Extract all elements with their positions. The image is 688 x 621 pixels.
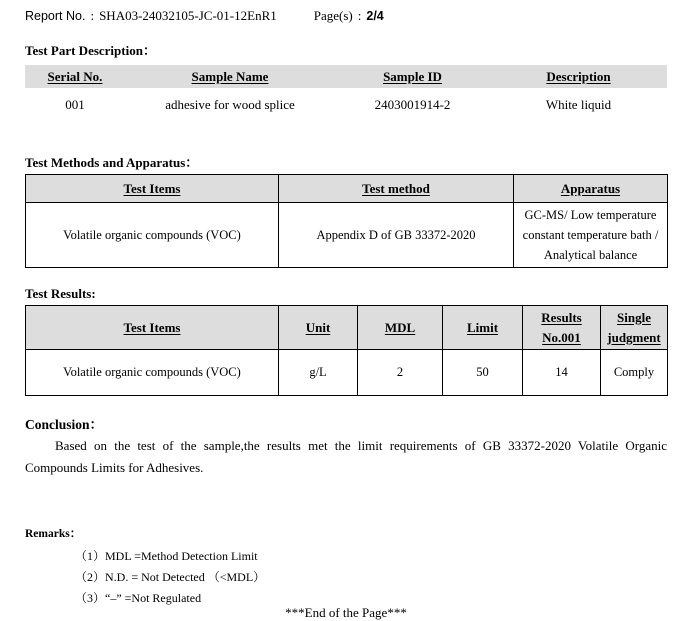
col-sample-id: Sample ID — [383, 68, 442, 84]
col-limit: Limit — [443, 306, 523, 350]
table-row — [26, 350, 668, 396]
col-test-items: Test Items — [26, 175, 279, 203]
cell-test-items: Volatile organic compounds (VOC) — [26, 203, 279, 268]
cell-apparatus: GC-MS/ Low temperature constant temperature bath / Analytical balance — [514, 203, 668, 268]
report-no-separator: : — [90, 8, 95, 23]
report-header — [25, 8, 667, 24]
col-sample-name: Sample Name — [191, 68, 269, 84]
col-test-items: Test Items — [26, 306, 279, 350]
remarks-heading: Remarks： — [25, 528, 82, 540]
cell-result-value: 14 — [523, 350, 601, 396]
cell-mdl: 2 — [358, 350, 443, 396]
col-single-line2: judgment — [607, 329, 661, 345]
table-header-row — [26, 175, 668, 203]
col-apparatus: Apparatus — [514, 175, 668, 203]
col-single-judgment — [601, 306, 668, 350]
cell-sample-id: 2403001914-2 — [374, 97, 451, 112]
conclusion-text: Based on the test of the sample,the results met the limit requirements of GB 33372-2020 Volatile Organic Compounds Limits for Adhesives. — [25, 438, 667, 475]
test-results-table — [25, 305, 668, 396]
test-results-heading: Test Results: — [25, 286, 96, 301]
test-methods-heading: Test Methods and Apparatus： — [25, 155, 199, 170]
table-header-row — [26, 306, 668, 350]
col-test-method: Test method — [279, 175, 514, 203]
report-no-label: Report No. — [25, 9, 86, 23]
cell-serial-no: 001 — [65, 97, 85, 112]
remark-item-3: （3）“–” =Not Regulated — [75, 591, 202, 605]
cell-description: White liquid — [545, 97, 612, 112]
cell-judgment: Comply — [601, 350, 668, 396]
col-description: Description — [546, 68, 611, 84]
test-part-description-heading: Test Part Description： — [25, 43, 156, 58]
test-methods-table — [25, 174, 668, 268]
conclusion-heading: Conclusion： — [25, 417, 104, 432]
test-part-description-table — [25, 65, 667, 122]
report-no-value: SHA03-24032105-JC-01-12EnR1 — [99, 8, 277, 23]
col-single-line1: Single — [617, 309, 651, 325]
remark-item-1: （1）MDL =Method Detection Limit — [75, 549, 258, 563]
col-results-line2: No.001 — [542, 329, 581, 345]
cell-test-items: Volatile organic compounds (VOC) — [26, 350, 279, 396]
cell-limit: 50 — [443, 350, 523, 396]
remark-item-2: （2）N.D. = Not Detected （<MDL） — [75, 570, 266, 584]
cell-unit: g/L — [279, 350, 358, 396]
col-results-no001 — [523, 306, 601, 350]
cell-sample-name: adhesive for wood splice — [165, 97, 295, 112]
pages-value: 2/4 — [366, 9, 384, 23]
pages-separator: : — [357, 8, 362, 23]
cell-test-method: Appendix D of GB 33372-2020 — [279, 203, 514, 268]
table-header-row — [25, 65, 667, 88]
table-row — [25, 88, 667, 122]
col-unit: Unit — [279, 306, 358, 350]
col-serial-no: Serial No. — [47, 68, 103, 84]
pages-group — [314, 8, 384, 24]
col-results-line1: Results — [541, 309, 582, 325]
end-of-page-text: ***End of the Page*** — [285, 605, 407, 620]
pages-label: Page(s) — [313, 8, 353, 23]
col-mdl: MDL — [358, 306, 443, 350]
table-row — [26, 203, 668, 268]
